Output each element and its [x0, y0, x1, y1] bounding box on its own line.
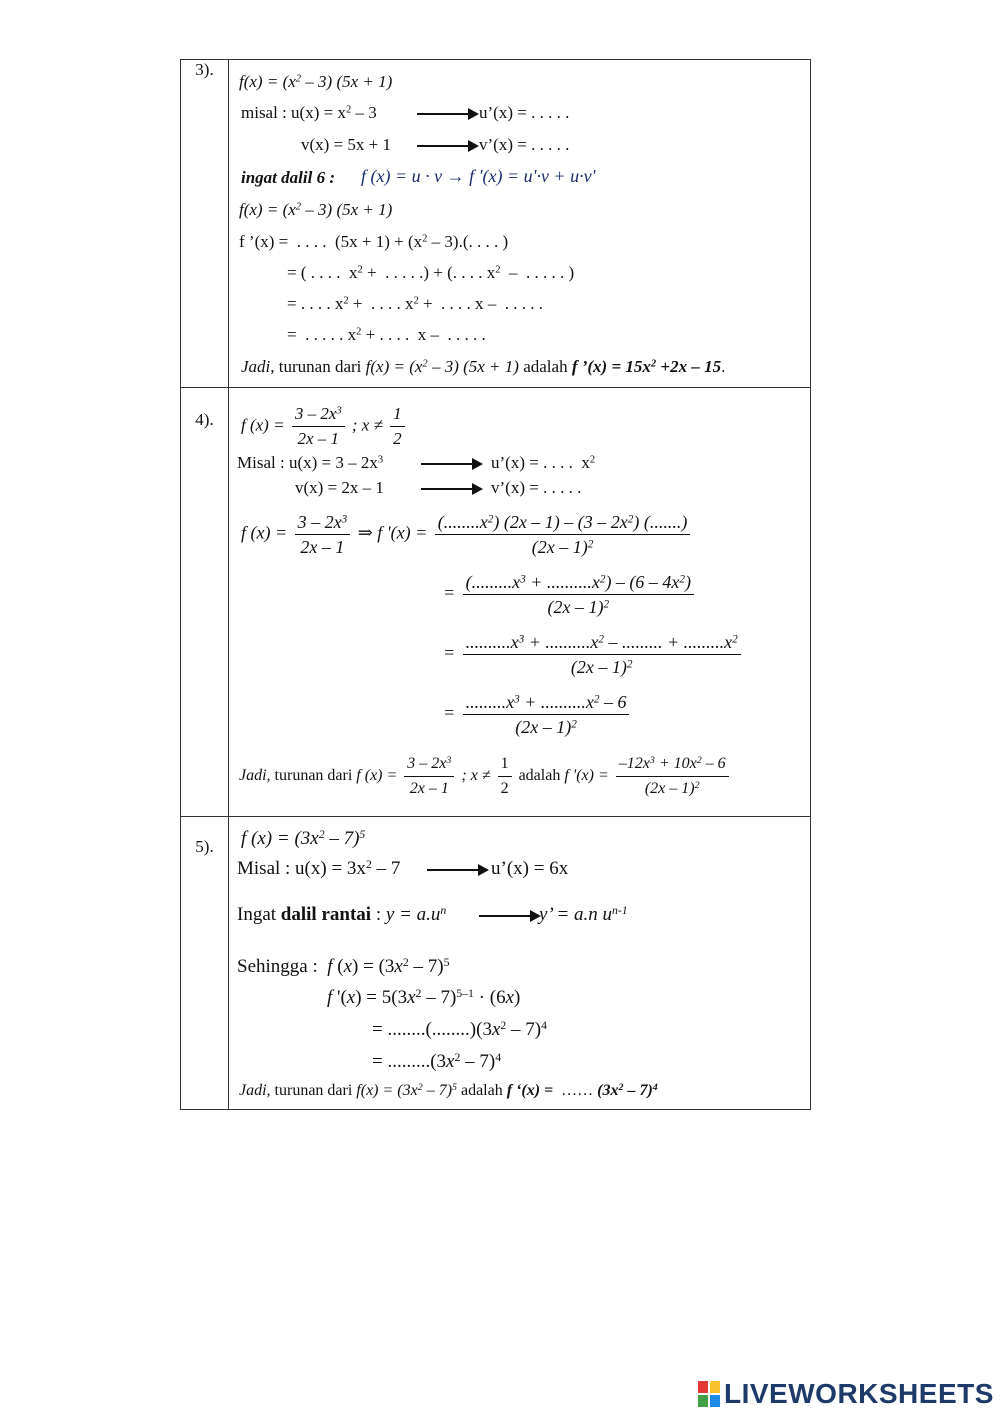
problem-4-body	[229, 388, 811, 817]
fraction: $\frac{..........x^3 + ..........x^2 - ......... + .........x^2}{(2x - 1)^2}$	[463, 630, 741, 679]
chain-rule-derivative: y’ = a.n $u^{n-1}$	[539, 904, 628, 925]
problem-3-body	[229, 60, 811, 388]
function-repeat: $f(x) = (x^2 - 3) (5x + 1)$	[239, 200, 393, 219]
logo-square-yellow	[710, 1381, 720, 1393]
v-derivative-blank: v’(x) = . . . . .	[479, 135, 570, 154]
worksheet-table	[180, 59, 811, 1110]
derivative-step-3: = . . . . $x^2$ + . . . . $x^2$ + . . . . x – . . . . .	[287, 294, 544, 313]
problem-number: 5).	[181, 817, 229, 1110]
logo-square-blue	[710, 1395, 720, 1407]
quotient-step-2: = $\frac{..........x^3 + ..........x^2 - ......... + .........x^2}{(2x - 1)^2}$	[443, 630, 744, 679]
substitution-u: Misal : $u(x) = 3x^2 - 7$	[237, 858, 401, 879]
u-derivative-blank: u’(x) = . . . . .	[479, 103, 570, 122]
quotient-step-3: = $\frac{.........x^3 + ..........x^2 - 6}{(2x - 1)^2}$	[443, 690, 632, 739]
v-derivative-blank: v’(x) = . . . . .	[491, 478, 582, 497]
chain-rule-note: Ingat dalil rantai : $y = a.u^n$	[237, 904, 447, 925]
rule-label: ingat dalil 6 :	[241, 168, 335, 187]
substitution-u: misal : $u(x) = x^2 - 3$	[241, 103, 377, 122]
problem-5-body	[229, 817, 811, 1110]
derivative-step-1: f '$(x) = 5(3x^2 - 7)^{5-1} \cdot (6x)$	[327, 987, 521, 1008]
product-rule-formula: f (x) = u · v → f '(x) = u'·v + u·v'	[361, 166, 596, 186]
arrow-v	[413, 478, 489, 498]
arrow-icon	[421, 463, 481, 465]
fraction: $\frac{1}{2}$	[390, 402, 405, 451]
derivative-step-2: = ( . . . . $x^2$ + . . . . .) + (. . . . $x^2$ – . . . . . )	[287, 263, 575, 282]
arrow-u	[419, 859, 495, 879]
substitution-v: v(x) = 2x – 1	[295, 478, 384, 497]
derivative-step-4: = . . . . . $x^2$ + . . . . x – . . . . .	[287, 325, 486, 344]
function-definition: f (x) = $\frac{3 - 2x^3}{2x - 1}$ ; x ≠ $\frac{1}{2}$	[241, 402, 408, 451]
derivative-step-2: = $........(........)(3x^2 - 7)^4$	[372, 1019, 547, 1040]
fraction: $\frac{3 - 2x^3}{2x - 1}$	[292, 402, 345, 451]
fraction: $\frac{-12x^3 + 10x^2 - 6}{(2x - 1)^2}$	[616, 752, 729, 801]
fraction: $\frac{3 - 2x^3}{2x - 1}$	[295, 510, 351, 559]
logo-icon	[698, 1381, 720, 1407]
arrow-icon	[421, 488, 481, 490]
arrow-icon	[479, 915, 539, 917]
arrow-u	[413, 453, 489, 473]
problem-number: 4).	[181, 388, 229, 817]
substitution-v: v(x) = 5x + 1	[301, 135, 391, 154]
liveworksheets-logo	[698, 1377, 994, 1411]
u-derivative-blank: u’(x) = . . . . $x^2$	[491, 453, 596, 472]
arrow-u	[409, 103, 485, 123]
logo-square-red	[698, 1381, 708, 1393]
conclusion: Jadi, turunan dari $f(x) = (x^2 - 3) (5x + 1)$ adalah f ’(x) = $15x^2 +2x - 15$.	[241, 357, 726, 376]
arrow-chain	[471, 905, 547, 925]
brand-name: LIVEWORKSHEETS	[724, 1378, 994, 1409]
arrow-icon	[417, 113, 477, 115]
derivative-step-3: = $.........(3x^2 - 7)^4$	[372, 1051, 502, 1072]
conclusion: Jadi, turunan dari f (x) = $\frac{3 - 2x^3}{2x - 1}$ ; x ≠ $\frac{1}{2}$ adalah f '(x) = $\frac{-12x^3 + 10x^2 - 6}{(2x - 1)^2}$	[239, 752, 732, 801]
fraction: $\frac{1}{2}$	[498, 752, 512, 801]
fraction: $\frac{(........x^2) (2x - 1) - (3 - 2x^2) (.......)}{(2x - 1)^2}$	[435, 510, 691, 559]
substitution-u: Misal : $u(x) = 3 - 2x^3$	[237, 453, 384, 472]
function-definition: f $(x) = (3x^2 - 7)^5$	[241, 828, 366, 849]
problem-row-3	[181, 60, 811, 388]
conclusion: Jadi, turunan dari $f(x) = (3x^2 - 7)^5$ adalah f ‘(x) = …… $(3x^2 - 7)^4$	[239, 1082, 658, 1099]
fraction: $\frac{.........x^3 + ..........x^2 - 6}{(2x - 1)^2}$	[463, 690, 630, 739]
arrow-v	[409, 135, 485, 155]
problem-row-5	[181, 817, 811, 1110]
logo-square-green	[698, 1395, 708, 1407]
fraction: $\frac{(.........x^3 + ..........x^2) - (6 - 4x^2)}{(2x - 1)^2}$	[463, 570, 694, 619]
arrow-icon	[427, 869, 487, 871]
problem-number: 3).	[181, 60, 229, 388]
arrow-icon	[417, 145, 477, 147]
derivative-step-1: f ’(x) = . . . . $(5x + 1) + (x^2 - 3)$.(. . . . )	[239, 232, 509, 251]
problem-row-4	[181, 388, 811, 817]
u-derivative: u’(x) = 6x	[491, 858, 569, 879]
fraction: $\frac{3 - 2x^3}{2x - 1}$	[404, 752, 454, 801]
substitution-line: Sehingga : f $(x) = (3x^2 - 7)^5$	[237, 956, 450, 977]
quotient-step-1: = $\frac{(.........x^3 + ..........x^2) - (6 - 4x^2)}{(2x - 1)^2}$	[443, 570, 697, 619]
function-definition: $f(x) = (x^2 - 3) (5x + 1)$	[239, 72, 393, 91]
quotient-rule-step: f (x) = $\frac{3 - 2x^3}{2x - 1}$ ⇒ f '(x) = $\frac{(........x^2) (2x - 1) - (3 - 2x^2) (.......)}{(2x - 1)^2}$	[241, 510, 693, 559]
